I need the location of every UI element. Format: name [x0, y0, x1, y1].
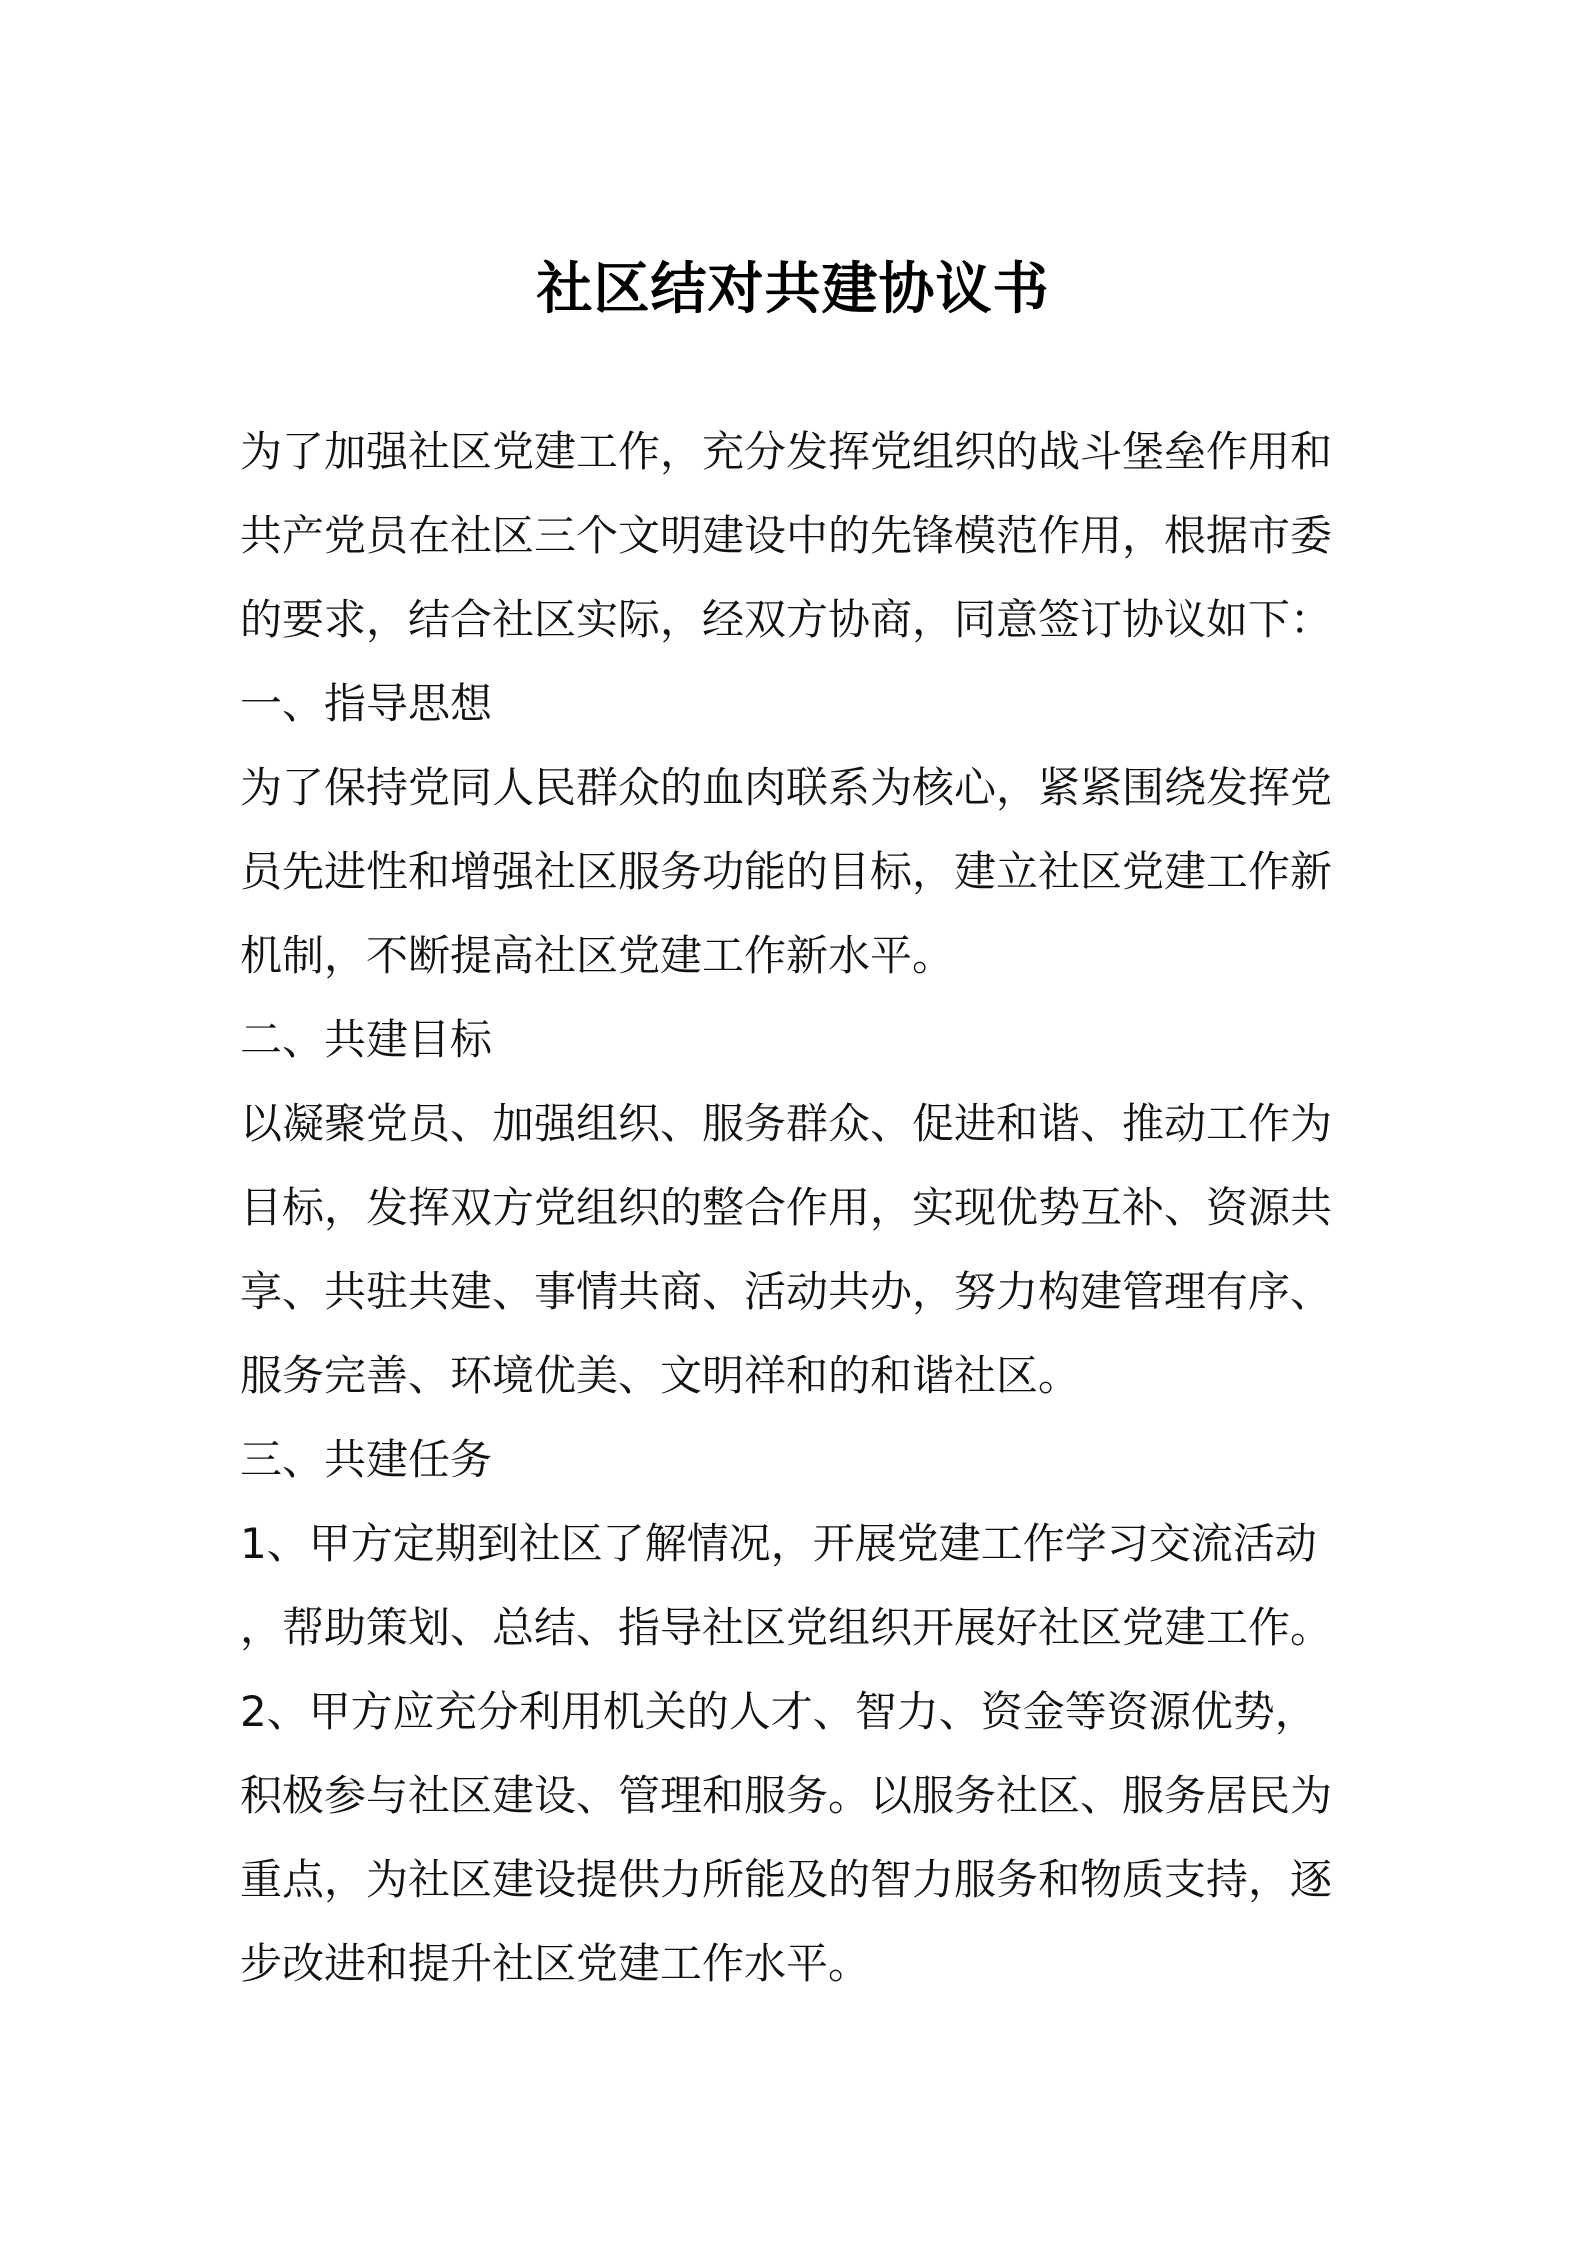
section-heading: 一、指导思想: [240, 679, 493, 728]
document-title: 社区结对共建协议书: [536, 257, 1050, 322]
paragraph-line: 重点，为社区建设提供力所能及的智力服务和物质支持，逐: [240, 1855, 1333, 1904]
paragraph-line: 为了加强社区党建工作，充分发挥党组织的战斗堡垒作用和: [240, 427, 1333, 476]
paragraph-line: 为了保持党同人民群众的血肉联系为核心，紧紧围绕发挥党: [240, 763, 1333, 812]
paragraph-line: 机制，不断提高社区党建工作新水平。: [240, 931, 955, 980]
paragraph-line: 共产党员在社区三个文明建设中的先锋模范作用，根据市委: [240, 511, 1333, 560]
paragraph-line: 积极参与社区建设、管理和服务。以服务社区、服务居民为: [240, 1771, 1333, 1820]
paragraph-line: 以凝聚党员、加强组织、服务群众、促进和谐、推动工作为: [240, 1099, 1333, 1148]
paragraph-line: 享、共驻共建、事情共商、活动共办，努力构建管理有序、: [240, 1267, 1333, 1316]
paragraph-line: 目标，发挥双方党组织的整合作用，实现优势互补、资源共: [240, 1183, 1333, 1232]
paragraph-line: 2、甲方应充分利用机关的人才、智力、资金等资源优势，: [240, 1687, 1317, 1736]
section-heading: 二、共建目标: [240, 1015, 493, 1064]
paragraph-line: 员先进性和增强社区服务功能的目标，建立社区党建工作新: [240, 847, 1333, 896]
section-heading: 三、共建任务: [240, 1435, 493, 1484]
paragraph-line: ，帮助策划、总结、指导社区党组织开展好社区党建工作。: [240, 1603, 1333, 1652]
document-body: [240, 410, 1360, 2006]
paragraph-line: 1、甲方定期到社区了解情况，开展党建工作学习交流活动: [240, 1519, 1317, 1568]
paragraph-line: 步改进和提升社区党建工作水平。: [240, 1939, 871, 1988]
paragraph-line: 服务完善、环境优美、文明祥和的和谐社区。: [240, 1351, 1081, 1400]
paragraph-line: 的要求，结合社区实际，经双方协商，同意签订协议如下：: [240, 595, 1333, 644]
